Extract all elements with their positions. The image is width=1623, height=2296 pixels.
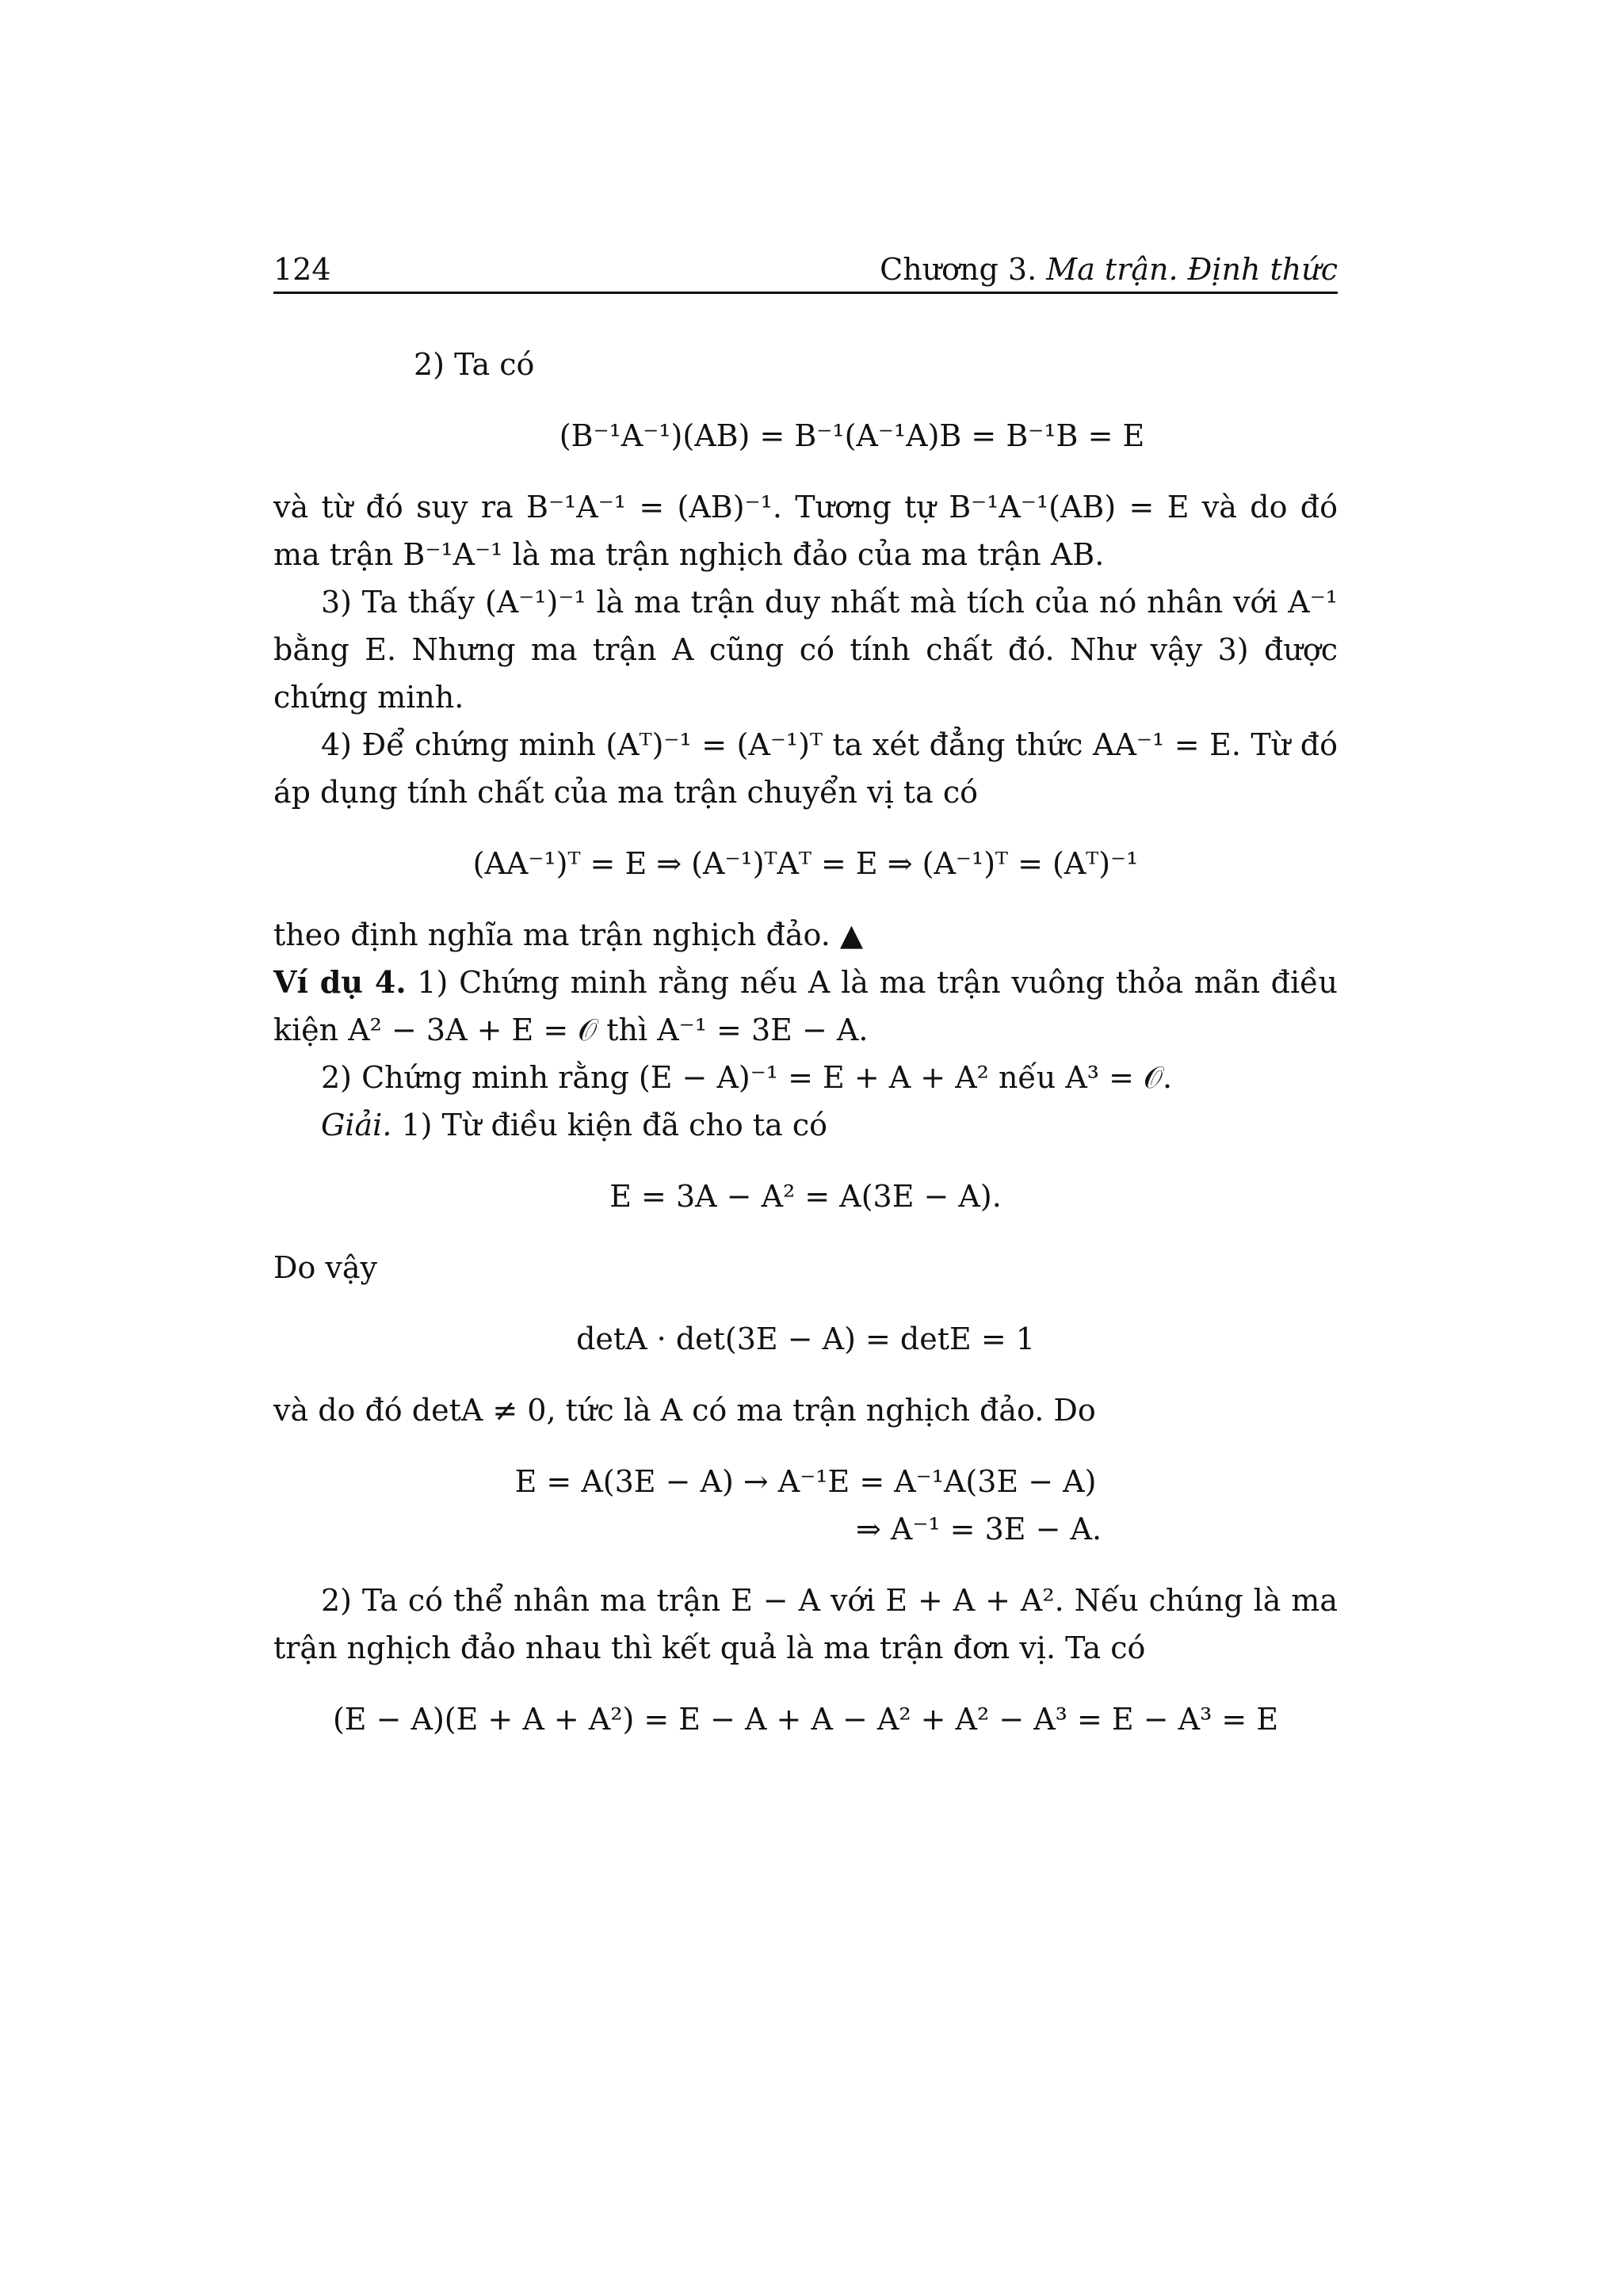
paragraph: 3) Ta thấy (A⁻¹)⁻¹ là ma trận duy nhất mà tích của nó nhân với A⁻¹ bằng E. Nhưng ma trận A cũng có tính chất đó. Như vậy 3) được chứng minh. <box>273 585 1338 715</box>
paragraph: và từ đó suy ra B⁻¹A⁻¹ = (AB)⁻¹. Tương tự B⁻¹A⁻¹(AB) = E và do đó ma trận B⁻¹A⁻¹ là ma trận nghịch đảo của ma trận AB. <box>273 490 1338 572</box>
equation: (AA⁻¹)ᵀ = E ⇒ (A⁻¹)ᵀAᵀ = E ⇒ (A⁻¹)ᵀ = (Aᵀ)⁻¹ <box>472 846 1139 881</box>
example-paragraph <box>273 959 1338 1054</box>
equation: ⇒ A⁻¹ = 3E − A. <box>855 1512 1102 1547</box>
example-text: 1) Chứng minh rằng nếu A là ma trận vuông thỏa mãn điều kiện A² − 3A + E = 𝒪 thì A⁻¹ = 3E − A. <box>273 965 1338 1047</box>
paragraph: 2) Chứng minh rằng (E − A)⁻¹ = E + A + A² nếu A³ = 𝒪. <box>321 1060 1173 1095</box>
chapter-prefix: Chương 3. <box>880 252 1037 287</box>
chapter-title: Ma trận. Định thức <box>1046 252 1338 287</box>
paragraph: Do vậy <box>273 1250 378 1285</box>
page-number: 124 <box>273 252 331 287</box>
solution-paragraph <box>273 1101 1338 1149</box>
equation: (E − A)(E + A + A²) = E − A + A − A² + A² − A³ = E − A³ = E <box>332 1702 1279 1737</box>
paragraph: 2) Ta có <box>414 347 535 382</box>
page-body <box>273 341 1338 1743</box>
equation: detA · det(3E − A) = detE = 1 <box>576 1322 1035 1356</box>
solution-label: Giải. <box>321 1108 392 1142</box>
header-rule <box>273 292 1338 294</box>
paragraph: 4) Để chứng minh (Aᵀ)⁻¹ = (A⁻¹)ᵀ ta xét đẳng thức AA⁻¹ = E. Từ đó áp dụng tính chất của ma trận chuyển vị ta có <box>273 727 1338 810</box>
paragraph: và do đó detA ≠ 0, tức là A có ma trận nghịch đảo. Do <box>273 1393 1096 1428</box>
equation: E = 3A − A² = A(3E − A). <box>609 1179 1002 1214</box>
example-label: Ví dụ 4. <box>273 964 407 1000</box>
page-header <box>273 252 1338 290</box>
solution-text: 1) Từ điều kiện đã cho ta có <box>401 1108 828 1142</box>
running-title <box>880 252 1338 287</box>
paragraph: 2) Ta có thể nhân ma trận E − A với E + A + A². Nếu chúng là ma trận nghịch đảo nhau thì kết quả là ma trận đơn vị. Ta có <box>273 1583 1338 1665</box>
equation: E = A(3E − A) → A⁻¹E = A⁻¹A(3E − A) <box>514 1464 1097 1499</box>
paragraph: theo định nghĩa ma trận nghịch đảo. ▲ <box>273 917 864 952</box>
equation: (B⁻¹A⁻¹)(AB) = B⁻¹(A⁻¹A)B = B⁻¹B = E <box>559 418 1145 453</box>
